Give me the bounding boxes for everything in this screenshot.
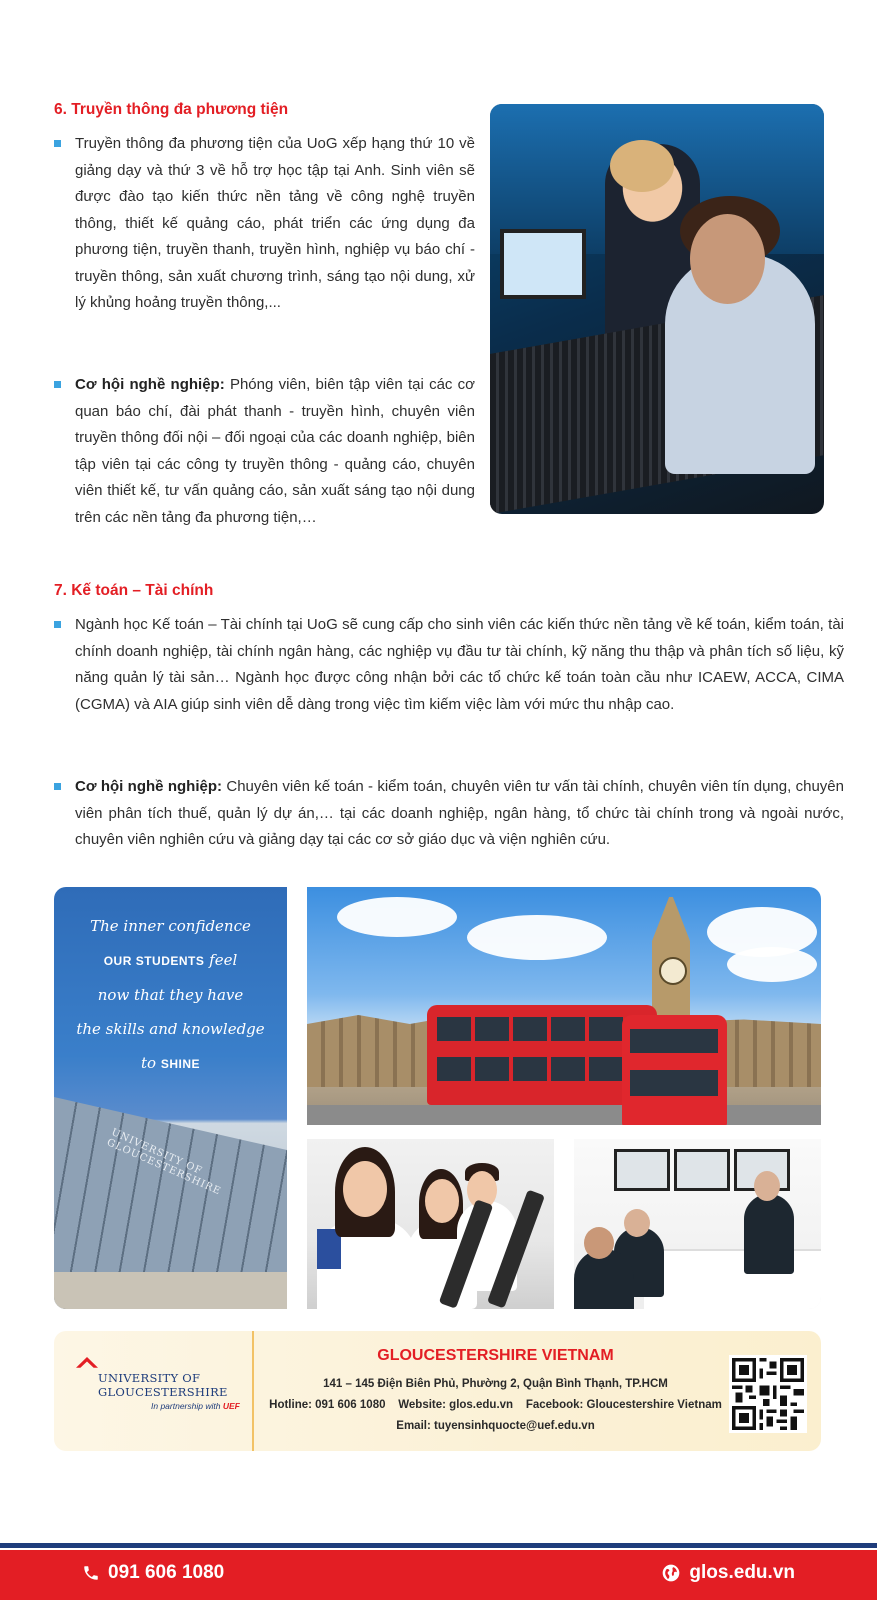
section-7-career: Cơ hội nghề nghiệp: Chuyên viên kế toán - kiểm toán, chuyên viên tư vấn tài chính, chuyên viên tín dụng, chuyên viên phân tích thuế, quản lý dự án,… tại các doanh nghiệp, ngân hàng, tổ chức tài chính trong và ngoài nước, chuyên viên nghiên cứu và giảng dạy tại các cơ sở giáo dục và viện nghiên cứu. xyxy=(54,774,844,854)
section-7-heading: 7. Kế toán – Tài chính xyxy=(54,582,214,599)
career-label: Cơ hội nghề nghiệp: xyxy=(75,778,223,795)
classroom-photo xyxy=(574,1139,821,1309)
media-studio-photo xyxy=(490,104,824,514)
footer-website[interactable]: glos.edu.vn xyxy=(661,1562,795,1584)
card-contacts: Hotline: 091 606 1080 Website: glos.edu.vn Facebook: Gloucestershire Vietnam xyxy=(269,1399,722,1411)
section-6-heading: 6. Truyền thông đa phương tiện xyxy=(54,101,289,118)
london-photo xyxy=(307,887,821,1125)
footer-accent-line xyxy=(0,1543,877,1548)
career-label: Cơ hội nghề nghiệp: xyxy=(75,376,225,393)
globe-icon xyxy=(661,1563,681,1583)
section-6-career: Cơ hội nghề nghiệp: Phóng viên, biên tập viên tại các cơ quan báo chí, đài phát thanh - truyền hình, chuyên viên truyền thông đối nội – đối ngoại của các doanh nghiệp, biên tập viên tại các công ty truyền thông - quảng cáo, chuyên viên thiết kế, tư vấn quảng cáo, sản xuất sáng tạo nội dung trên các nền tảng đa phương tiện,… xyxy=(54,372,475,531)
section-6-intro: Truyền thông đa phương tiện của UoG xếp hạng thứ 10 về giảng dạy và thứ 3 về hỗ trợ học tập tại Anh. Sinh viên sẽ được đào tạo kiến thức nền tảng về công nghệ truyền thông, thiết kế quảng cáo, phát triển các ứng dụng đa phương tiện, truyền thanh, truyền hình, nghiệp vụ báo chí - truyền thông, sản xuất chương trình, sáng tạo nội dung, xử lý khủng hoảng truyền thông,... xyxy=(54,131,475,317)
qr-code-icon[interactable] xyxy=(729,1355,807,1433)
campus-poster xyxy=(54,887,287,1309)
poster-quote: The inner confidence OUR STUDENTS feel now that they have the skills and knowledge to SHINE xyxy=(76,917,265,1072)
bullet-icon xyxy=(54,783,61,790)
university-logo: UNIVERSITY OF GLOUCESTERSHIRE xyxy=(98,1371,228,1399)
footer-bar xyxy=(0,1550,877,1600)
card-title: GLOUCESTERSHIRE VIETNAM xyxy=(377,1347,614,1364)
footer-phone[interactable]: 091 606 1080 xyxy=(82,1562,224,1584)
contact-card xyxy=(54,1331,821,1451)
partner-note: In partnership with UEF xyxy=(151,1401,240,1411)
phone-icon xyxy=(82,1564,100,1582)
gym-photo xyxy=(307,1139,554,1309)
bullet-icon xyxy=(54,381,61,388)
university-logo-icon xyxy=(76,1357,98,1375)
section-7-intro: Ngành học Kế toán – Tài chính tại UoG sẽ cung cấp cho sinh viên các kiến thức nền tảng về kế toán, kiểm toán, tài chính doanh nghiệp, tài chính ngân hàng, các nghiệp vụ đầu tư tài chính, kỹ năng thu thập và phân tích số liệu, kỹ năng quản lý tài sản… Ngành học được công nhận bởi các tổ chức kế toán toàn cầu như ICAEW, ACCA, CIMA (CGMA) và AIA giúp sinh viên dễ dàng trong việc tìm kiếm việc làm với mức thu nhập cao. xyxy=(54,612,844,718)
bullet-icon xyxy=(54,621,61,628)
building-sign: UNIVERSITY OF GLOUCESTERSHIRE xyxy=(105,1127,223,1198)
card-address: 141 – 145 Điện Biên Phủ, Phường 2, Quận Bình Thạnh, TP.HCM xyxy=(323,1378,668,1390)
bullet-icon xyxy=(54,140,61,147)
card-email: Email: tuyensinhquocte@uef.edu.vn xyxy=(396,1420,595,1432)
